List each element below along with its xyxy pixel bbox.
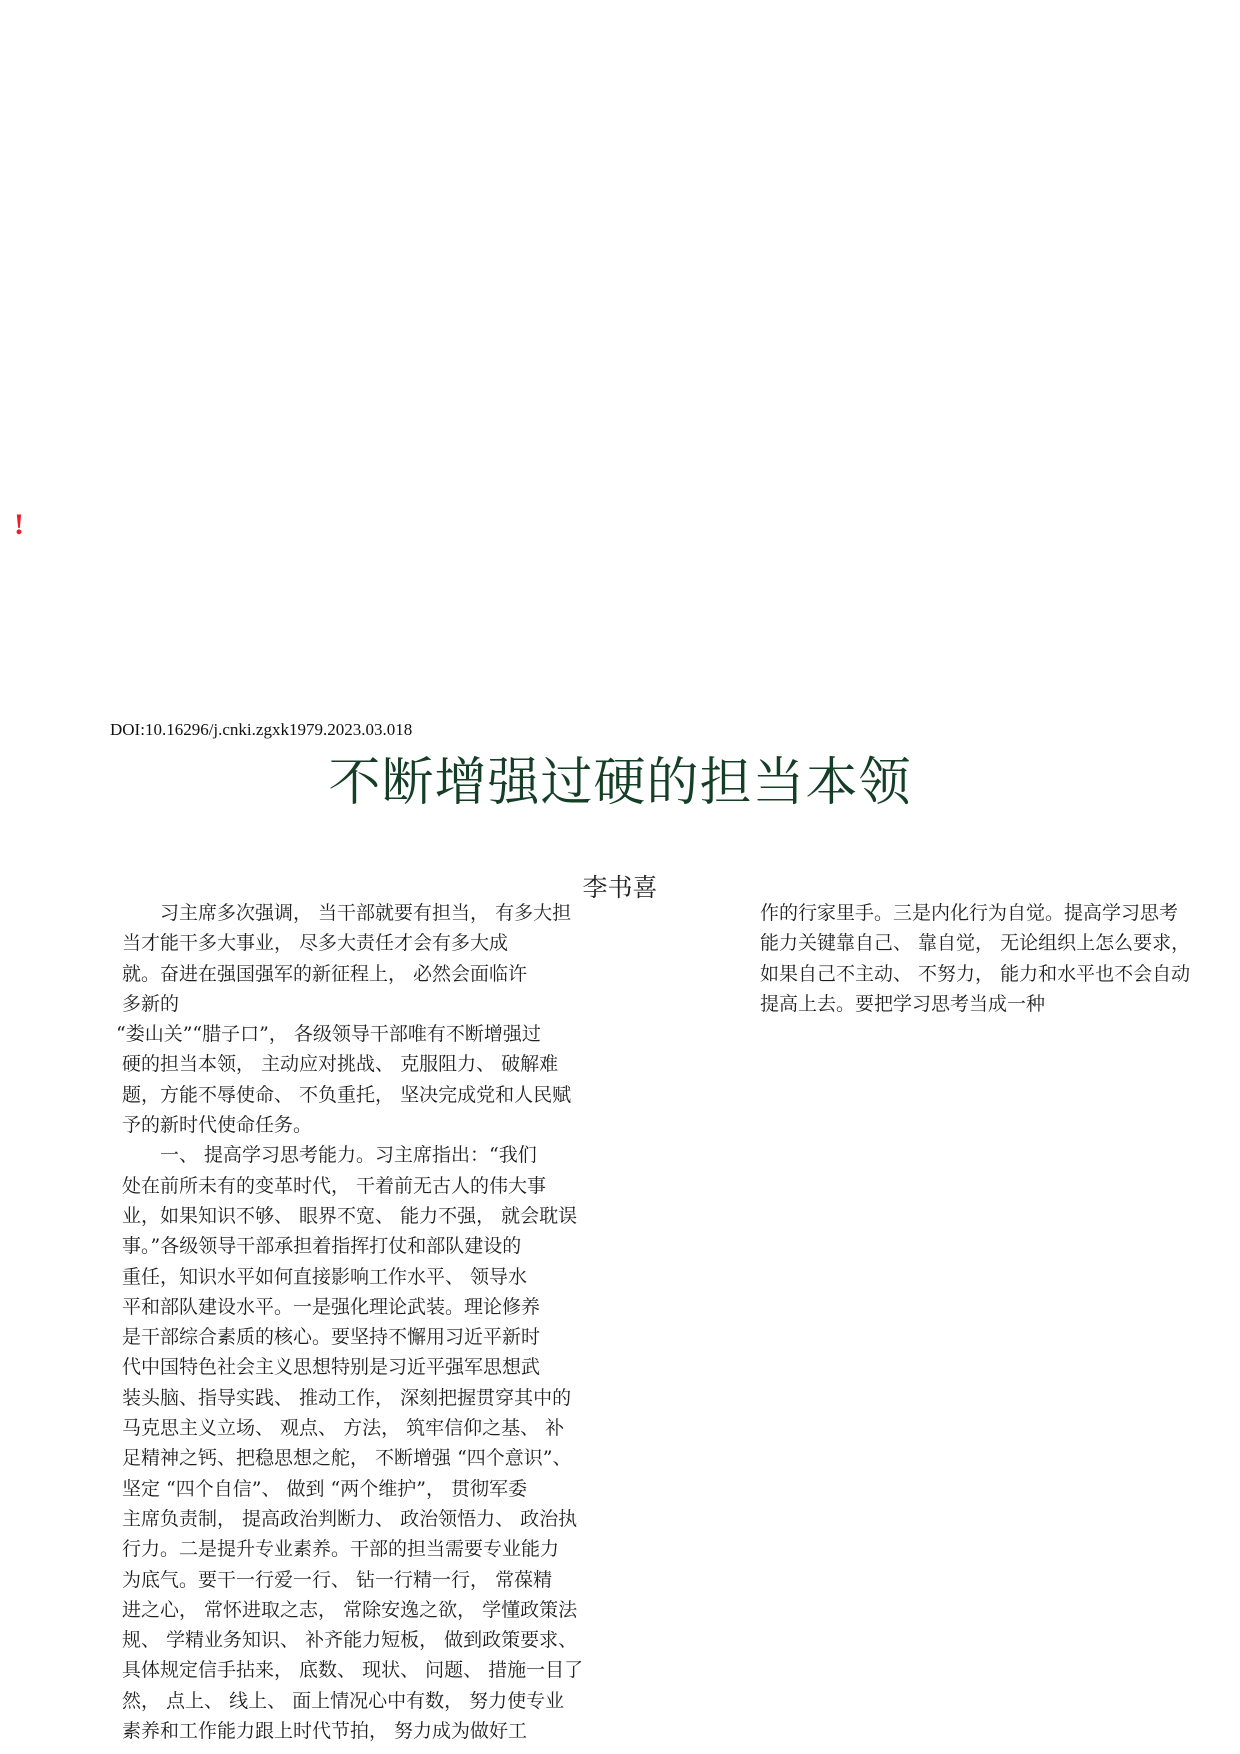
- text-line: 习主席多次强调， 当干部就要有担当， 有多大担: [122, 902, 572, 924]
- text-line: 处在前所未有的变革时代， 干着前无古人的伟大事: [122, 1174, 547, 1197]
- text-line: 规、 学精业务知识、 补齐能力短板， 做到政策要求、: [122, 1629, 578, 1652]
- right-text-column: [760, 898, 1230, 1019]
- text-line: 然， 点上、 线上、 面上情况心中有数， 努力使专业: [122, 1689, 565, 1712]
- left-text-column: [116, 898, 614, 1746]
- text-line: 行力。二是提升专业素养。干部的担当需要专业能力: [122, 1538, 560, 1561]
- text-line: 素养和工作能力跟上时代节拍， 努力成为做好工: [122, 1720, 528, 1743]
- text-line: 就。奋进在强国强军的新征程上， 必然会面临许: [122, 962, 528, 985]
- text-line: 为底气。要干一行爱一行、 钻一行精一行， 常葆精: [122, 1568, 553, 1591]
- text-line: 具体规定信手拈来， 底数、 现状、 问题、 措施一目了: [122, 1659, 584, 1682]
- text-line: 是干部综合素质的核心。要坚持不懈用习近平新时: [122, 1326, 541, 1349]
- doi-identifier: DOI:10.16296/j.cnki.zgxk1979.2023.03.018: [110, 720, 413, 739]
- text-line: 如果自己不主动、 不努力， 能力和水平也不会自动: [760, 962, 1191, 985]
- text-line: 业，如果知识不够、 眼界不宽、 能力不强， 就会耽误: [122, 1204, 578, 1227]
- text-line: 一、 提高学习思考能力。习主席指出：“我们: [122, 1144, 537, 1167]
- text-line: 代中国特色社会主义思想特别是习近平强军思想武: [122, 1356, 541, 1379]
- text-line: 当才能干多大事业， 尽多大责任才会有多大成: [122, 932, 509, 955]
- text-line: 能力关键靠自己、 靠自觉， 无论组织上怎么要求，: [760, 932, 1191, 955]
- text-line: 平和部队建设水平。一是强化理论武装。理论修养: [122, 1295, 541, 1318]
- text-line: 足精神之钙、把稳思想之舵， 不断增强 “四个意识”、: [122, 1447, 572, 1470]
- text-line: 予的新时代使命任务。: [122, 1114, 313, 1137]
- text-line: 多新的: [122, 992, 180, 1015]
- text-line: 事。”各级领导干部承担着指挥打仗和部队建设的: [122, 1235, 522, 1258]
- text-line: 提高上去。要把学习思考当成一种: [760, 992, 1046, 1015]
- text-line: “娄山关”“腊子口”， 各级领导干部唯有不断增强过: [116, 1023, 541, 1046]
- text-line: 坚定 “四个自信”、 做到 “两个维护”， 贯彻军委: [122, 1477, 528, 1500]
- text-line: 题，方能不辱使命、 不负重托， 坚决完成党和人民赋: [122, 1083, 572, 1106]
- text-line: 作的行家里手。三是内化行为自觉。提高学习思考: [760, 902, 1179, 924]
- article-title: 不断增强过硬的担当本领: [328, 753, 912, 813]
- text-line: 装头脑、指导实践、 推动工作， 深刻把握贯穿其中的: [122, 1386, 572, 1409]
- text-line: 重任，知识水平如何直接影响工作水平、 领导水: [122, 1265, 528, 1288]
- text-line: 硬的担当本领， 主动应对挑战、 克服阻力、 破解难: [122, 1053, 559, 1076]
- text-line: 主席负责制， 提高政治判断力、 政治领悟力、 政治执: [122, 1507, 578, 1530]
- article-author: 李书喜: [582, 873, 658, 902]
- text-line: 马克思主义立场、 观点、 方法， 筑牢信仰之基、 补: [122, 1417, 565, 1440]
- red-exclamation-mark: !: [14, 508, 24, 541]
- text-line: 进之心， 常怀进取之志， 常除安逸之欲， 学懂政策法: [122, 1598, 578, 1621]
